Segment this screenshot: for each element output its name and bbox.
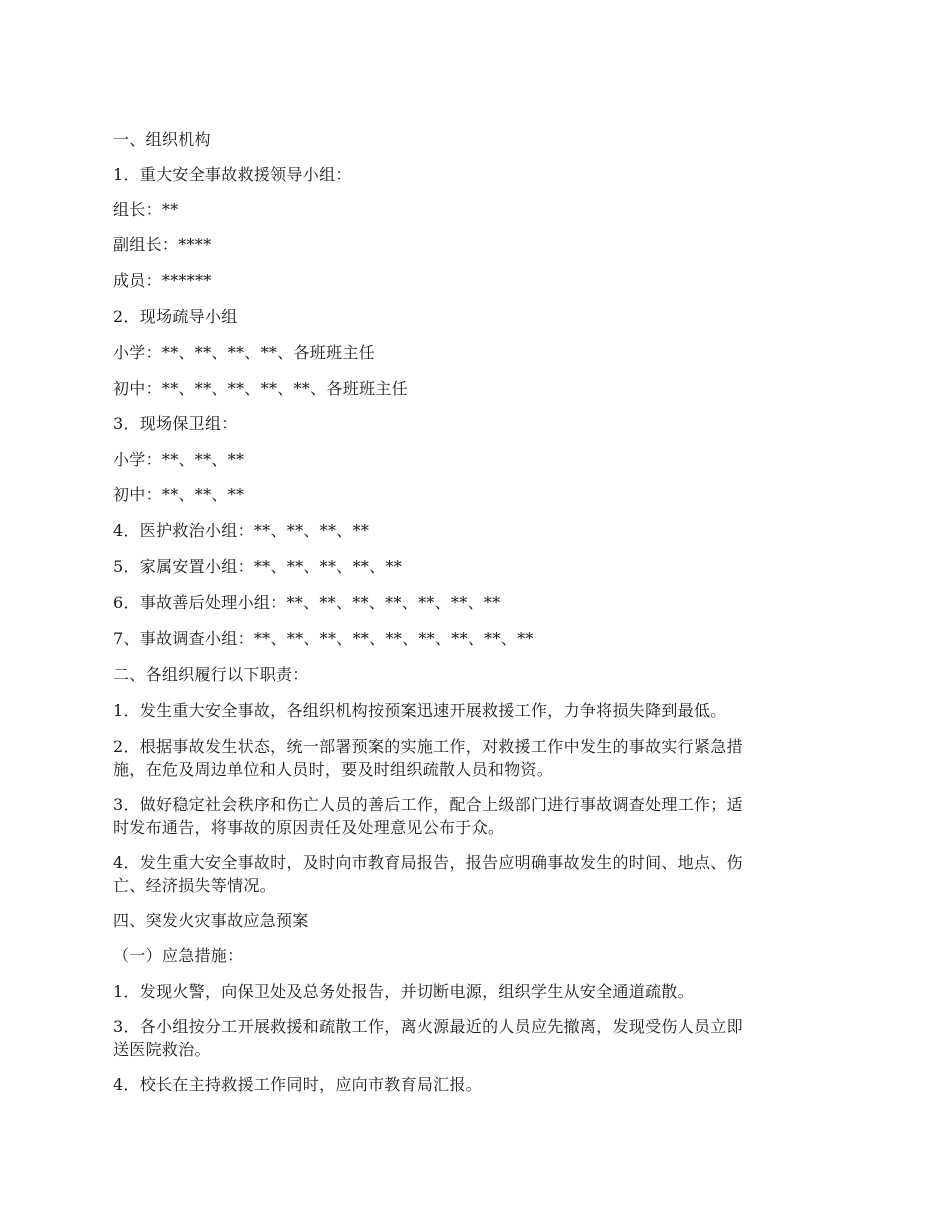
paragraph-deputy-leader: 副组长：**** xyxy=(113,235,212,254)
paragraph-guidance-group: 2．现场疏导小组 xyxy=(113,307,238,326)
section-heading-responsibilities: 二、各组织履行以下职责： xyxy=(113,665,309,684)
paragraph-members: 成员：****** xyxy=(113,271,212,290)
section-heading-fire-plan: 四、突发火灾事故应急预案 xyxy=(113,911,309,930)
paragraph-investigation-group: 7、事故调查小组：**、**、**、**、**、**、**、**、** xyxy=(113,629,534,648)
paragraph-duty-1: 1．发生重大安全事故，各组织机构按预案迅速开展救援工作，力争将损失降到最低。 xyxy=(113,701,727,720)
paragraph-leadership-group: 1．重大安全事故救援领导小组： xyxy=(113,165,352,184)
paragraph-measure-3-line-2: 送医院救治。 xyxy=(113,1040,211,1059)
paragraph-duty-3-line-2: 时发布通告，将事故的原因责任及处理意见公布于众。 xyxy=(113,818,505,837)
paragraph-measure-4: 4．校长在主持救援工作同时，应向市教育局汇报。 xyxy=(113,1075,483,1094)
paragraph-family-group: 5．家属安置小组：**、**、**、**、** xyxy=(113,557,403,576)
paragraph-duty-4-line-2: 亡、经济损失等情况。 xyxy=(113,876,277,895)
paragraph-duty-3-line-1: 3．做好稳定社会秩序和伤亡人员的善后工作，配合上级部门进行事故调查处理工作；适 xyxy=(113,795,743,814)
subheading-emergency-measures: （一）应急措施： xyxy=(113,946,244,965)
paragraph-measure-1: 1．发现火警，向保卫处及总务处报告，并切断电源，组织学生从安全通道疏散。 xyxy=(113,982,694,1001)
paragraph-security-primary: 小学：**、**、** xyxy=(113,450,245,469)
paragraph-guidance-primary: 小学：**、**、**、**、各班班主任 xyxy=(113,343,376,362)
section-heading-organization: 一、组织机构 xyxy=(113,130,211,149)
paragraph-team-leader: 组长：** xyxy=(113,200,179,219)
paragraph-medical-group: 4．医护救治小组：**、**、**、** xyxy=(113,521,370,540)
paragraph-aftermath-group: 6．事故善后处理小组：**、**、**、**、**、**、** xyxy=(113,593,501,612)
paragraph-duty-2-line-1: 2．根据事故发生状态，统一部署预案的实施工作，对救援工作中发生的事故实行紧急措 xyxy=(113,737,743,756)
paragraph-security-group: 3．现场保卫组： xyxy=(113,414,238,433)
paragraph-measure-3-line-1: 3．各小组按分工开展救援和疏散工作，离火源最近的人员应先撤离，发现受伤人员立即 xyxy=(113,1017,743,1036)
paragraph-duty-4-line-1: 4．发生重大安全事故时，及时向市教育局报告，报告应明确事故发生的时间、地点、伤 xyxy=(113,853,743,872)
paragraph-guidance-junior: 初中：**、**、**、**、**、各班班主任 xyxy=(113,379,408,398)
document-page xyxy=(113,0,835,1230)
paragraph-duty-2-line-2: 施，在危及周边单位和人员时，要及时组织疏散人员和物资。 xyxy=(113,760,554,779)
paragraph-security-junior: 初中：**、**、** xyxy=(113,485,245,504)
